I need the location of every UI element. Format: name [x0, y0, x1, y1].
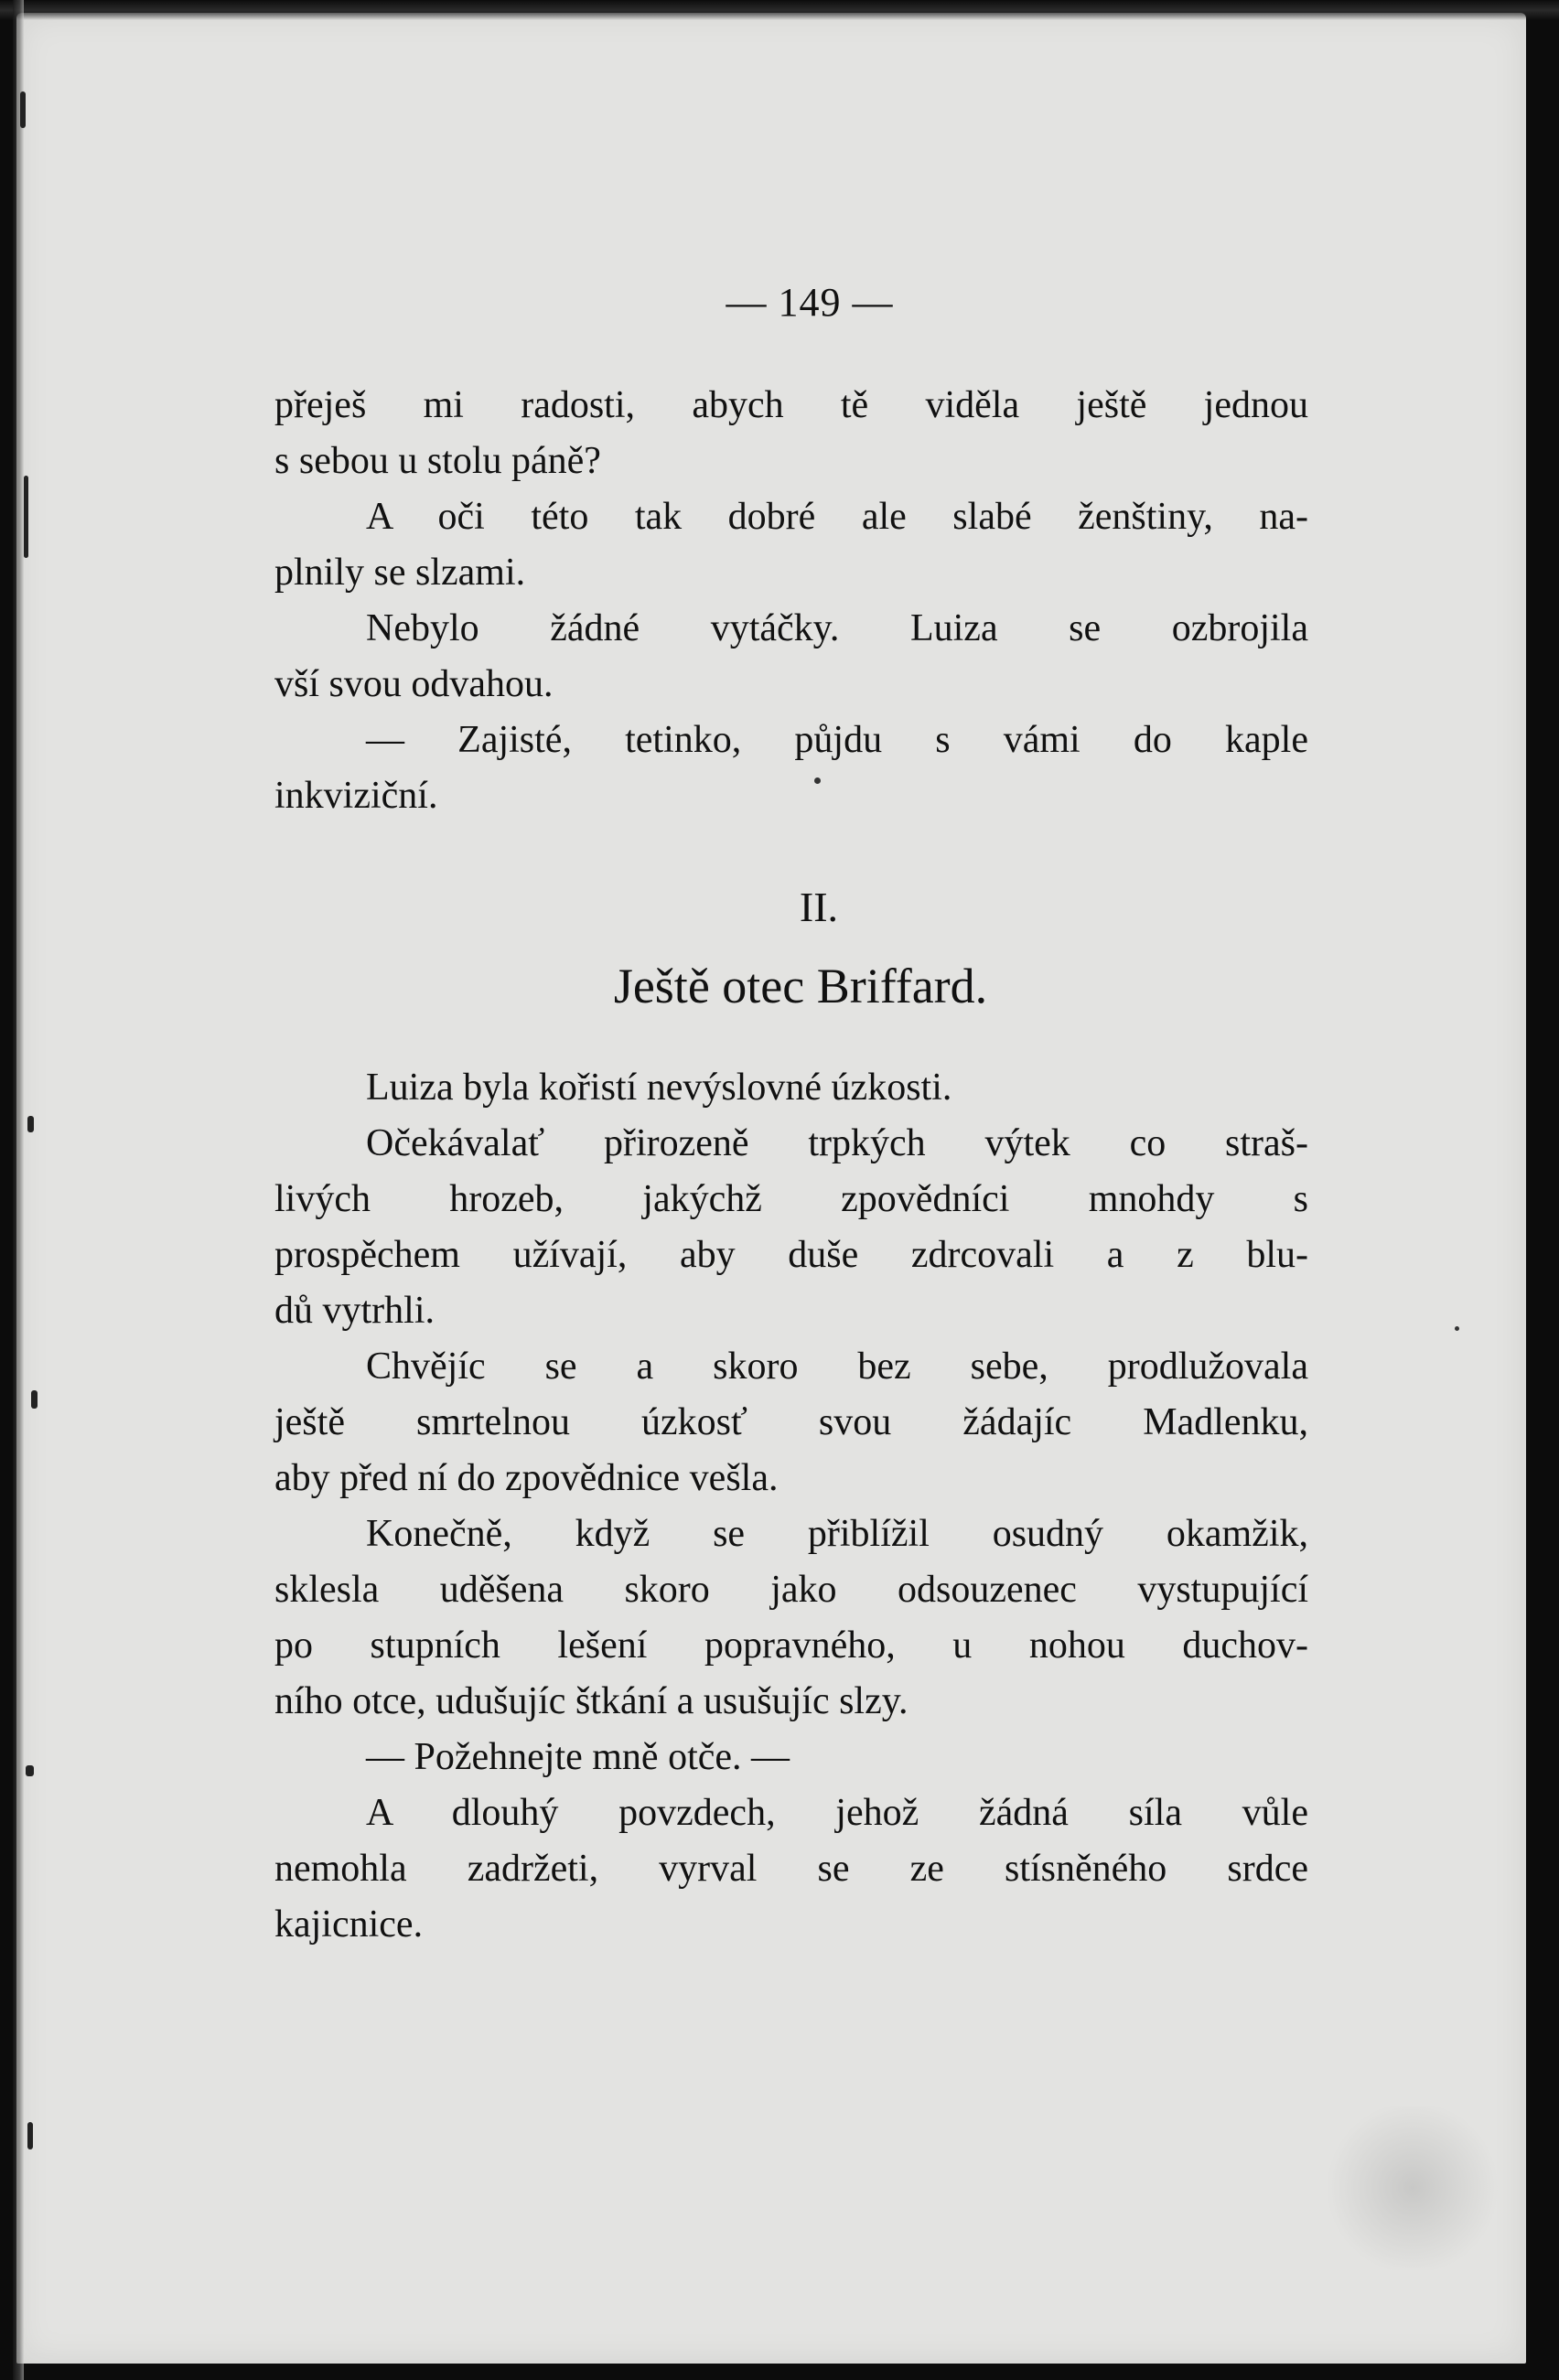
paragraph: [274, 713, 1308, 824]
binding-mark: [20, 91, 26, 128]
chapter-title: Ještě otec Briffard.: [613, 959, 988, 1013]
paragraph: [274, 1060, 1308, 1116]
text-line: ještě smrtelnou úzkosť svou žádajíc Madlenku,: [274, 1401, 1308, 1443]
text-line: — Zajisté, tetinko, půjdu s vámi do kaple: [366, 719, 1308, 761]
text-line: s sebou u stolu páně?: [274, 440, 601, 482]
text-line: A dlouhý povzdech, jehož žádná síla vůle: [366, 1792, 1308, 1834]
page-text: [274, 274, 1308, 1953]
binding-mark: [27, 1116, 34, 1132]
text-line: Konečně, když se přiblížil osudný okamžik,: [366, 1513, 1308, 1555]
text-line: livých hrozeb, jakýchž zpovědníci mnohdy s: [274, 1178, 1308, 1220]
text-line: Chvějíc se a skoro bez sebe, prodlužovala: [366, 1345, 1308, 1388]
paragraph: [274, 1730, 1308, 1785]
paper-stain: [1321, 2106, 1504, 2270]
text-line: dů vytrhli.: [274, 1290, 435, 1332]
binding-mark: [24, 476, 28, 558]
paragraph: [274, 1506, 1308, 1730]
text-line: — Požehnejte mně otče. —: [366, 1736, 790, 1778]
text-line: vší svou odvahou.: [274, 663, 554, 705]
page-number: — 149 —: [726, 280, 894, 325]
text-line: kajicnice.: [274, 1903, 424, 1946]
paragraph: [274, 601, 1308, 713]
text-line: přeješ mi radosti, abych tě viděla ještě jednou: [274, 384, 1308, 426]
scan-edge-top: [0, 0, 1559, 20]
text-line: Očekávalať přirozeně trpkých výtek co straš-: [366, 1122, 1308, 1164]
chapter-number: II.: [799, 884, 839, 930]
paragraph: [274, 1785, 1308, 1953]
text-line: prospěchem užívají, aby duše zdrcovali a z blu-: [274, 1234, 1308, 1276]
paragraph: [274, 489, 1308, 601]
text-line: po stupních lešení popravného, u nohou duchov-: [274, 1624, 1308, 1667]
text-line: inkviziční.: [274, 775, 438, 817]
text-line: aby před ní do zpovědnice vešla.: [274, 1457, 779, 1499]
binding-mark: [26, 1765, 34, 1776]
paragraph: [274, 1116, 1308, 1339]
text-line: Luiza byla kořistí nevýslovné úzkosti.: [366, 1067, 952, 1109]
paragraph: [274, 1339, 1308, 1506]
paper-speck: [1455, 1326, 1459, 1331]
paragraph: [274, 378, 1308, 489]
text-line: nemohla zadržeti, vyrval se ze stísněného srdce: [274, 1848, 1308, 1890]
text-line: sklesla uděšena skoro jako odsouzenec vystupující: [274, 1569, 1308, 1611]
scan-edge-left: [13, 0, 24, 2380]
text-line: ního otce, udušujíc štkání a usušujíc slzy.: [274, 1680, 909, 1722]
binding-mark: [27, 2122, 33, 2150]
text-line: plnily se slzami.: [274, 552, 526, 594]
binding-mark: [31, 1390, 38, 1409]
text-line: Nebylo žádné vytáčky. Luiza se ozbrojila: [366, 607, 1308, 649]
text-line: A oči této tak dobré ale slabé ženštiny, na-: [366, 496, 1308, 538]
